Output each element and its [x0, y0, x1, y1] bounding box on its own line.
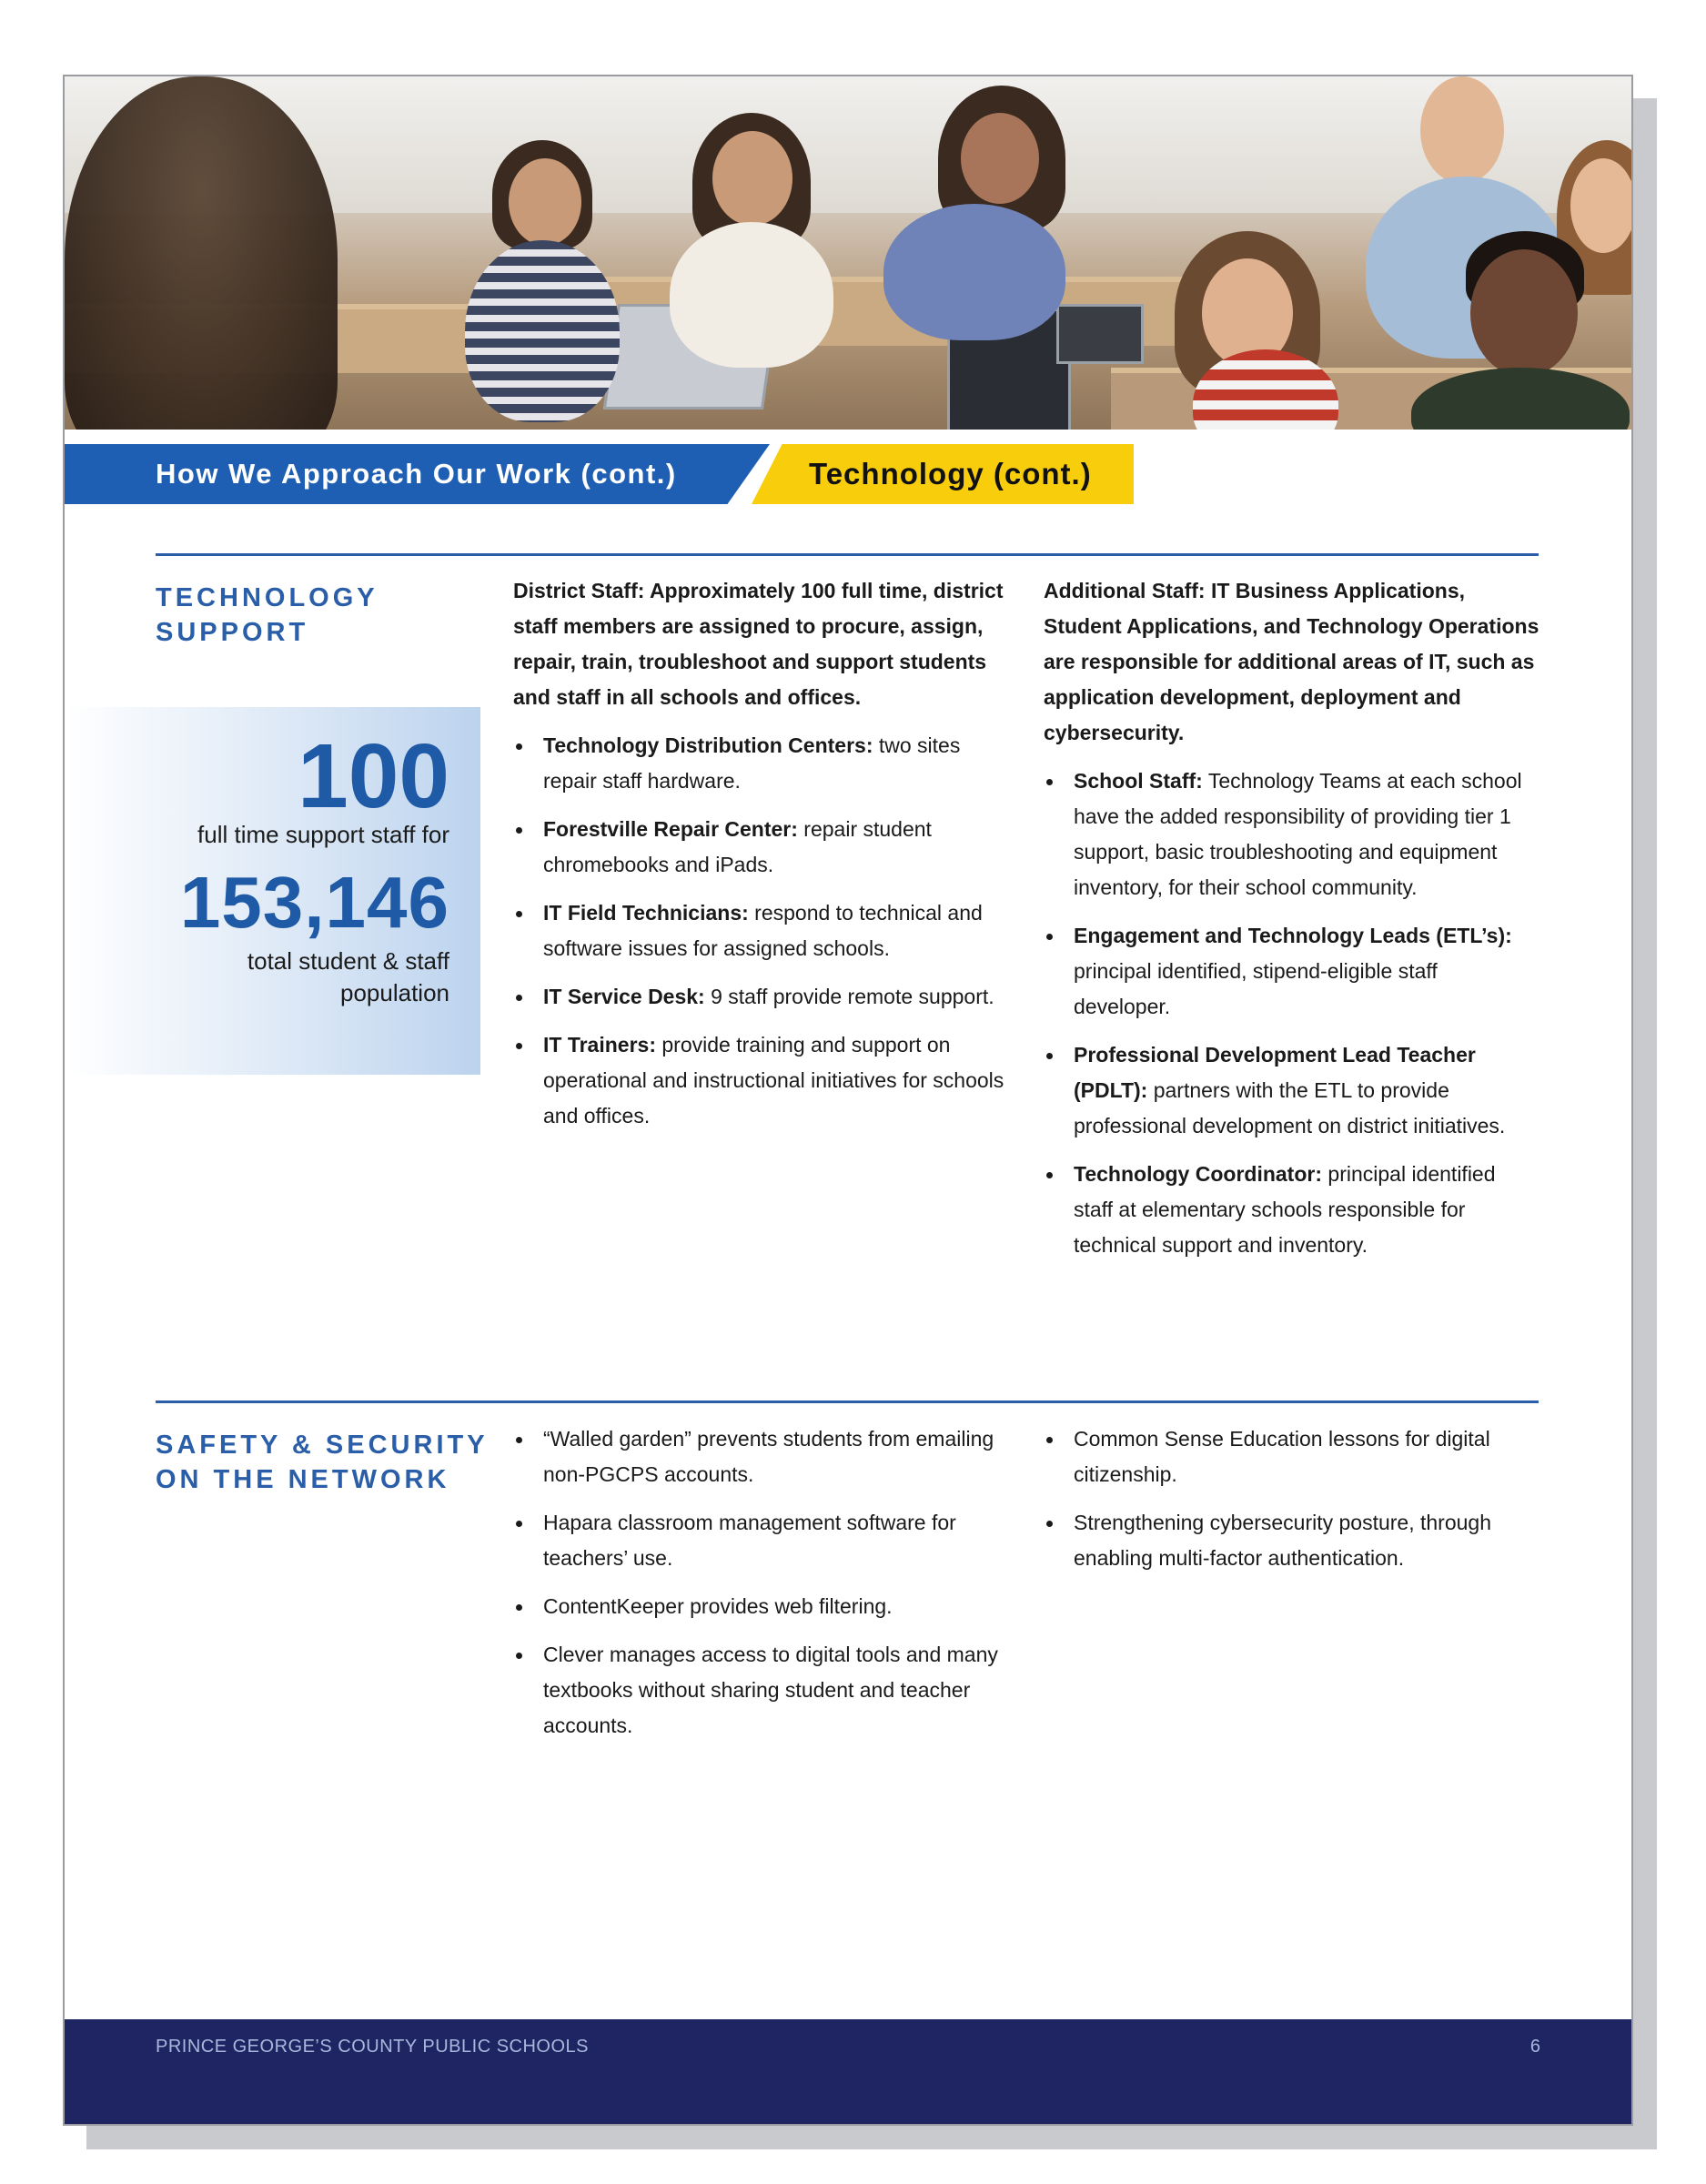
list-item: Clever manages access to digital tools and many textbooks without sharing student and teacher accounts.: [513, 1637, 1009, 1744]
staff-count: 100: [298, 725, 449, 827]
document-page: [63, 75, 1633, 2126]
subsection-label: Technology (cont.): [809, 457, 1092, 490]
list-item: Engagement and Technology Leads (ETL’s): principal identified, stipend-eligible staff developer.: [1044, 918, 1539, 1025]
additional-staff-column: [1044, 573, 1539, 1276]
list-item: Technology Coordinator: principal identified staff at elementary schools responsible for technical support and inventory.: [1044, 1157, 1539, 1263]
safety-column-1: [513, 1421, 1009, 1756]
safety-security-heading: SAFETY & SECURITY ON THE NETWORK: [156, 1431, 489, 1494]
list-item: IT Service Desk: 9 staff provide remote support.: [513, 979, 1004, 1015]
district-staff-column: [513, 573, 1004, 1147]
technology-support-heading: TECHNOLOGY SUPPORT: [156, 583, 379, 647]
list-item: School Staff: Technology Teams at each school have the added responsibility of providing tier 1 support, basic troubleshooting and equipment inventory, for their school community.: [1044, 763, 1539, 905]
list-item: IT Field Technicians: respond to technical and software issues for assigned schools.: [513, 895, 1004, 966]
footer-org-name: PRINCE GEORGE’S COUNTY PUBLIC SCHOOLS: [156, 2037, 589, 2057]
population-count-caption: total student & staff population: [247, 947, 449, 1006]
list-item: Professional Development Lead Teacher (PDLT): partners with the ETL to provide professional development on district initiatives.: [1044, 1037, 1539, 1144]
section-ribbon: [65, 444, 1631, 504]
list-item: “Walled garden” prevents students from emailing non-PGCPS accounts.: [513, 1421, 1009, 1492]
list-item: IT Trainers: provide training and support on operational and instructional initiatives for schools and offices.: [513, 1027, 1004, 1134]
safety-list-2: [1044, 1421, 1539, 1576]
section-divider: [156, 553, 1539, 556]
district-staff-lead: District Staff: Approximately 100 full time, district staff members are assigned to procure, assign, repair, train, troubleshoot and support students and staff in all schools and offices.: [513, 579, 1004, 709]
section-divider: [156, 1400, 1539, 1403]
population-count: 153,146: [179, 862, 449, 943]
list-item: Hapara classroom management software for teachers’ use.: [513, 1505, 1009, 1576]
safety-list-1: [513, 1421, 1009, 1744]
page-number: 6: [1529, 2037, 1540, 2057]
staff-count-caption: full time support staff for: [197, 821, 449, 848]
list-item: Strengthening cybersecurity posture, through enabling multi-factor authentication.: [1044, 1505, 1539, 1576]
list-item: ContentKeeper provides web filtering.: [513, 1589, 1009, 1624]
additional-staff-list: [1044, 763, 1539, 1263]
additional-staff-lead: Additional Staff: IT Business Applications, Student Applications, and Technology Operations are responsible for additional areas of IT, such as application development, deployment and cybersecurity.: [1044, 579, 1539, 744]
list-item: Forestville Repair Center: repair student chromebooks and iPads.: [513, 812, 1004, 883]
classroom-photo: [65, 76, 1631, 430]
section-label: How We Approach Our Work (cont.): [156, 458, 677, 490]
page-footer: [65, 2019, 1631, 2124]
list-item: Common Sense Education lessons for digital citizenship.: [1044, 1421, 1539, 1492]
list-item: Technology Distribution Centers: two sites repair staff hardware.: [513, 728, 1004, 799]
safety-column-2: [1044, 1421, 1539, 1589]
stat-callout: [65, 707, 480, 1075]
district-staff-list: [513, 728, 1004, 1134]
